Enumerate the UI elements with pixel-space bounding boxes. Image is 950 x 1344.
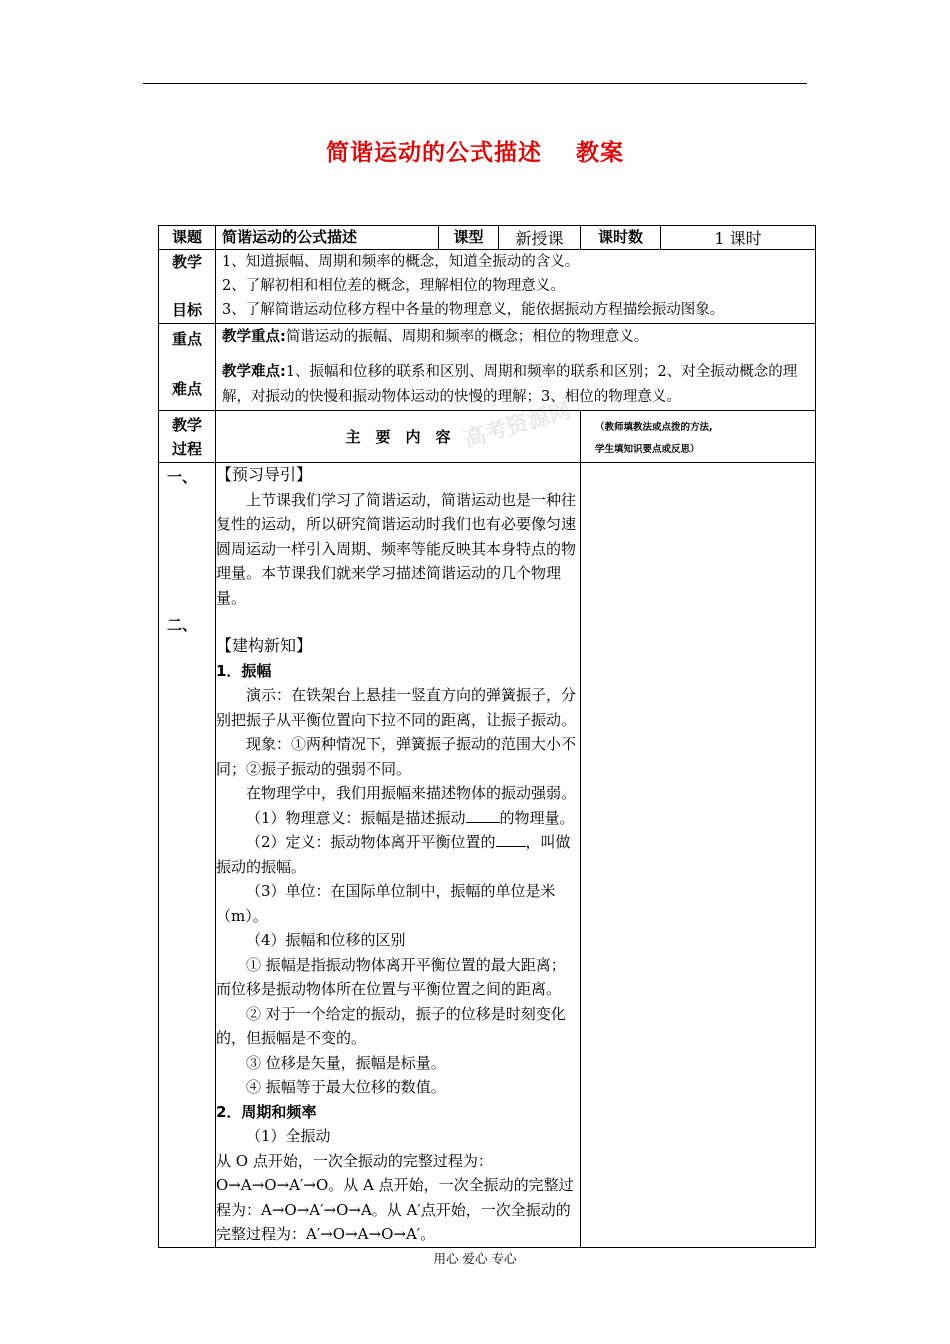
difficulty-label: 教学难点: [222, 364, 286, 380]
process-label-bottom: 过程 [171, 440, 202, 458]
difference-4: ④ 振幅等于最大位移的数值。 [246, 1078, 446, 1096]
build-heading: 【建构新知】 [216, 636, 313, 655]
keypoints-content [216, 324, 816, 411]
meaning-blank [466, 822, 500, 823]
topic-label: 课题 [159, 226, 216, 250]
definition-text: （2）定义：振动物体离开平衡位置的 [246, 833, 496, 851]
goal-item: 3、了解简谐运动位移方程中各量的物理意义，能依据振动方程描绘振动图象。 [222, 302, 725, 318]
step-two: 二、 [167, 616, 198, 634]
type-label: 课型 [439, 226, 499, 250]
goals-label-bottom: 目标 [171, 301, 202, 319]
full-vibration-heading: （1）全振动 [246, 1127, 331, 1145]
note-line-2: 学生填知识要点或反思） [595, 444, 700, 455]
goals-content [216, 250, 816, 324]
process-label [159, 411, 216, 463]
hours-label: 课时数 [581, 226, 661, 250]
main-content [216, 463, 581, 1248]
step-column [159, 463, 216, 1248]
difficulty-text: 1、振幅和位移的联系和区别、周期和频率的联系和区别；2、对全振动概念的理解，对振动的快慢和振动物体运动的快慢的理解；3、相位的物理意义。 [222, 364, 798, 405]
title-main: 简谐运动的公式描述 [326, 140, 542, 166]
unit-text: （3）单位：在国际单位制中，振幅的单位是米（m）。 [216, 882, 556, 925]
title-suffix: 教案 [576, 140, 624, 166]
keypoints-label-bottom: 难点 [171, 380, 202, 398]
definition-blank [496, 846, 526, 847]
key-label: 教学重点: [222, 329, 286, 345]
preview-heading: 【预习导引】 [216, 465, 313, 484]
type-value: 新授课 [499, 226, 581, 250]
process-label-top: 教学 [171, 416, 202, 434]
method-note [581, 411, 816, 463]
section-period-frequency: 2．周期和频率 [216, 1102, 317, 1121]
note-line-1: （教师填教法或点拨的方法, [595, 422, 713, 433]
topic-value: 简谐运动的公式描述 [216, 226, 439, 250]
goal-item: 2、了解初相和相位差的概念，理解相位的物理意义。 [222, 278, 565, 294]
goals-label [159, 250, 216, 324]
lesson-plan-table [158, 225, 816, 1248]
header-rule [143, 83, 807, 84]
demo-text: 演示：在铁架台上悬挂一竖直方向的弹簧振子，分别把振子从平衡位置向下拉不同的距离，让振子振动。 [216, 686, 577, 729]
difference-3: ③ 位移是矢量，振幅是标量。 [246, 1053, 446, 1072]
page-title [0, 134, 950, 167]
content-heading: 主 要 内 容 [216, 411, 581, 463]
watermark: 高考资源网 [461, 398, 574, 453]
keypoints-label [159, 324, 216, 411]
meaning-text-end: 的物理量。 [499, 808, 575, 827]
notes-column [581, 463, 816, 1248]
difference-1: ① 振幅是指振动物体离开平衡位置的最大距离；而位移是振动物体所在位置与平衡位置之间的距离。 [216, 955, 566, 998]
hours-value: 1 课时 [661, 226, 816, 250]
key-text: 简谐运动的振幅、周期和频率的概念；相位的物理意义。 [285, 329, 649, 345]
difference-2: ② 对于一个给定的振动，振子的位移是时刻变化的，但振幅是不变的。 [216, 1004, 566, 1047]
meaning-text: （1）物理意义：振幅是描述振动 [246, 808, 466, 827]
definition-text-end: ，叫做振动的振幅。 [216, 833, 571, 876]
keypoints-label-top: 重点 [171, 330, 202, 348]
preview-text: 上节课我们学习了简谐运动，简谐运动也是一种往复性的运动，所以研究简谐运动时我们也有必要像匀速圆周运动一样引入周期、频率等能反映其本身特点的物理量。本节课我们就来学习描述简谐运动的几个物理量。 [216, 490, 577, 607]
step-one: 一、 [167, 468, 198, 486]
goals-label-top: 教学 [171, 253, 202, 271]
section-amplitude: 1．振幅 [216, 661, 272, 680]
difference-heading: （4）振幅和位移的区别 [246, 931, 406, 949]
full-vibration-text: 从 O 点开始，一次全振动的完整过程为：O→A→O→A′→O。从 A 点开始，一次全振动的完整过程为：A→O→A′→O→A。从 A′点开始，一次全振动的完整过程为：A′→O→A→O→A′。 [216, 1151, 574, 1243]
phenomenon-text: 现象：①两种情况下，弹簧振子振动的范围大小不同；②振子振动的强弱不同。 [216, 735, 577, 778]
physics-text: 在物理学中，我们用振幅来描述物体的振动强弱。 [246, 784, 577, 802]
page-footer: 用心 爱心 专心 [433, 1251, 517, 1266]
goal-item: 1、知道振幅、周期和频率的概念，知道全振动的含义。 [222, 254, 580, 270]
